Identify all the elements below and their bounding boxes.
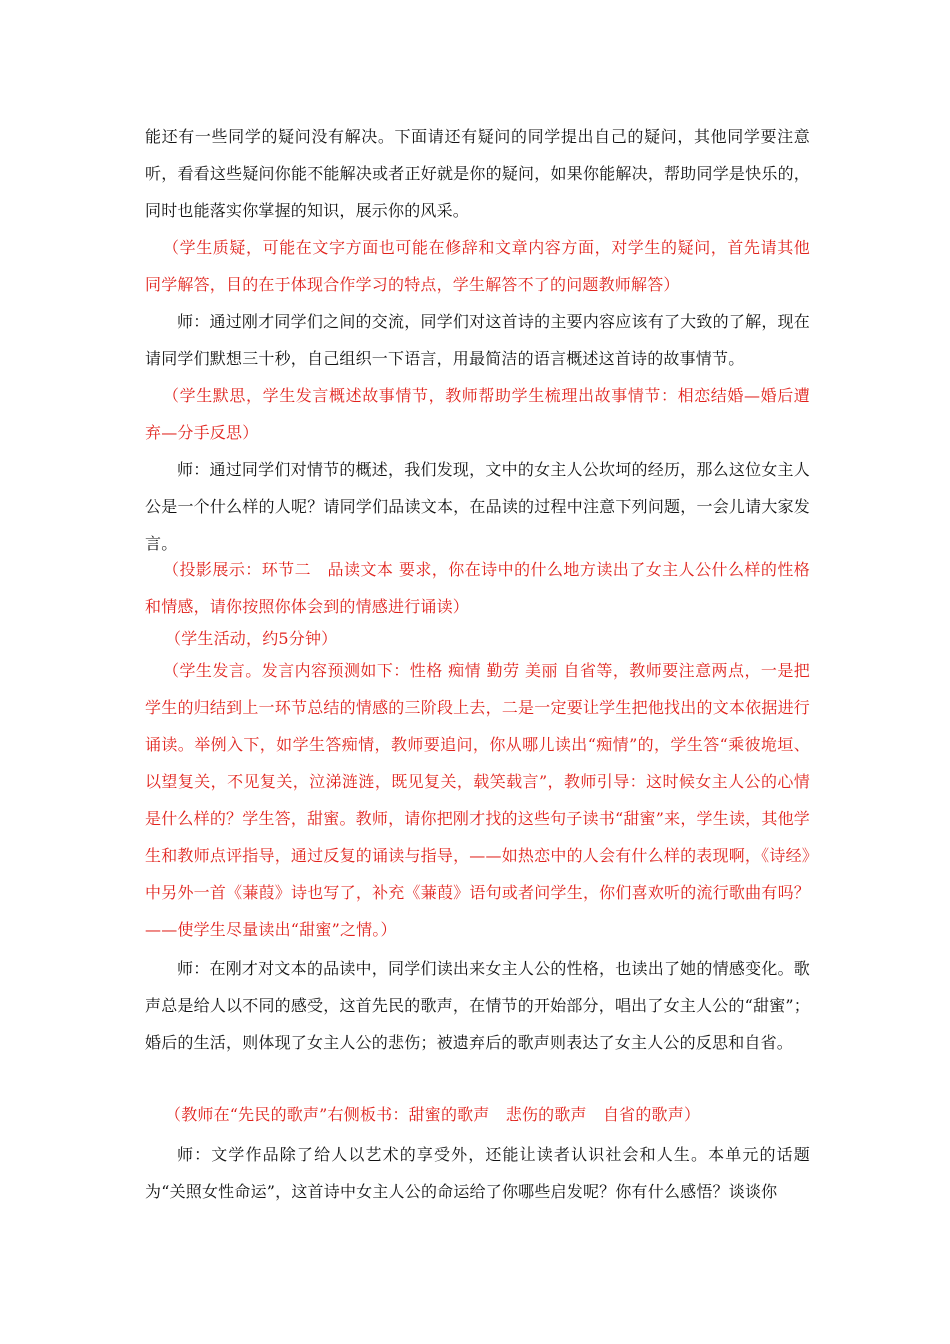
paragraph-annotation: （学生活动，约5分钟） bbox=[165, 629, 338, 648]
paragraph-annotation: （学生发言。发言内容预测如下：性格 痴情 勤劳 美丽 自省等，教师要注意两点，一是把学生的归结到上一环节总结的情感的三阶段上去，二是一定要让学生把他找出的文本依据进行诵读。举例入下，如学生答痴情，教师要追问，你从哪儿读出“痴情”的，学生答“乘彼垝垣、以望复关，不见复关，泣涕涟涟，既见复关，载笑载言”，教师引导：这时候女主人公的心情是什么样的？学生答，甜蜜。教师，请你把刚才找的这些句子读书“甜蜜”来，学生读，其他学生和教师点评指导，通过反复的诵读与指导，——如热恋中的人会有什么样的表现啊，《诗经》中另外一首《蒹葭》诗也写了，补充《蒹葭》语句或者问学生，你们喜欢听的流行歌曲有吗？——使学生尽量读出“甜蜜”之情。） bbox=[145, 661, 810, 939]
paragraph-annotation: （学生质疑，可能在文字方面也可能在修辞和文章内容方面，对学生的疑问，首先请其他同学解答，目的在于体现合作学习的特点，学生解答不了的问题教师解答） bbox=[145, 238, 810, 294]
paragraph-body: 师：文学作品除了给人以艺术的享受外，还能让读者认识社会和人生。本单元的话题为“关照女性命运”，这首诗中女主人公的命运给了你哪些启发呢？你有什么感悟？谈谈你 bbox=[145, 1145, 810, 1201]
paragraph-body: 能还有一些同学的疑问没有解决。下面请还有疑问的同学提出自己的疑问，其他同学要注意听，看看这些疑问你能不能解决或者正好就是你的疑问，如果你能解决，帮助同学是快乐的，同时也能落实你掌握的知识，展示你的风采。 bbox=[145, 127, 810, 220]
paragraph-annotation: （教师在“先民的歌声”右侧板书：甜蜜的歌声 悲伤的歌声 自省的歌声） bbox=[165, 1105, 701, 1124]
paragraph-body: 师：通过刚才同学们之间的交流，同学们对这首诗的主要内容应该有了大致的了解，现在请同学们默想三十秒，自己组织一下语言，用最简洁的语言概述这首诗的故事情节。 bbox=[145, 312, 810, 368]
paragraph-body: 师：在刚才对文本的品读中，同学们读出来女主人公的性格，也读出了她的情感变化。歌声总是给人以不同的感受，这首先民的歌声，在情节的开始部分，唱出了女主人公的“甜蜜”；婚后的生活，则体现了女主人公的悲伤；被遗弃后的歌声则表达了女主人公的反思和自省。 bbox=[145, 959, 810, 1052]
paragraph-body: 师：通过同学们对情节的概述，我们发现，文中的女主人公坎坷的经历，那么这位女主人公是一个什么样的人呢？请同学们品读文本，在品读的过程中注意下列问题，一会儿请大家发言。 bbox=[145, 460, 810, 553]
paragraph-annotation: （投影展示：环节二 品读文本 要求，你在诗中的什么地方读出了女主人公什么样的性格和情感，请你按照你体会到的情感进行诵读） bbox=[145, 560, 810, 616]
paragraph-annotation: （学生默思，学生发言概述故事情节，教师帮助学生梳理出故事情节：相恋结婚—婚后遭弃—分手反思） bbox=[145, 386, 810, 442]
